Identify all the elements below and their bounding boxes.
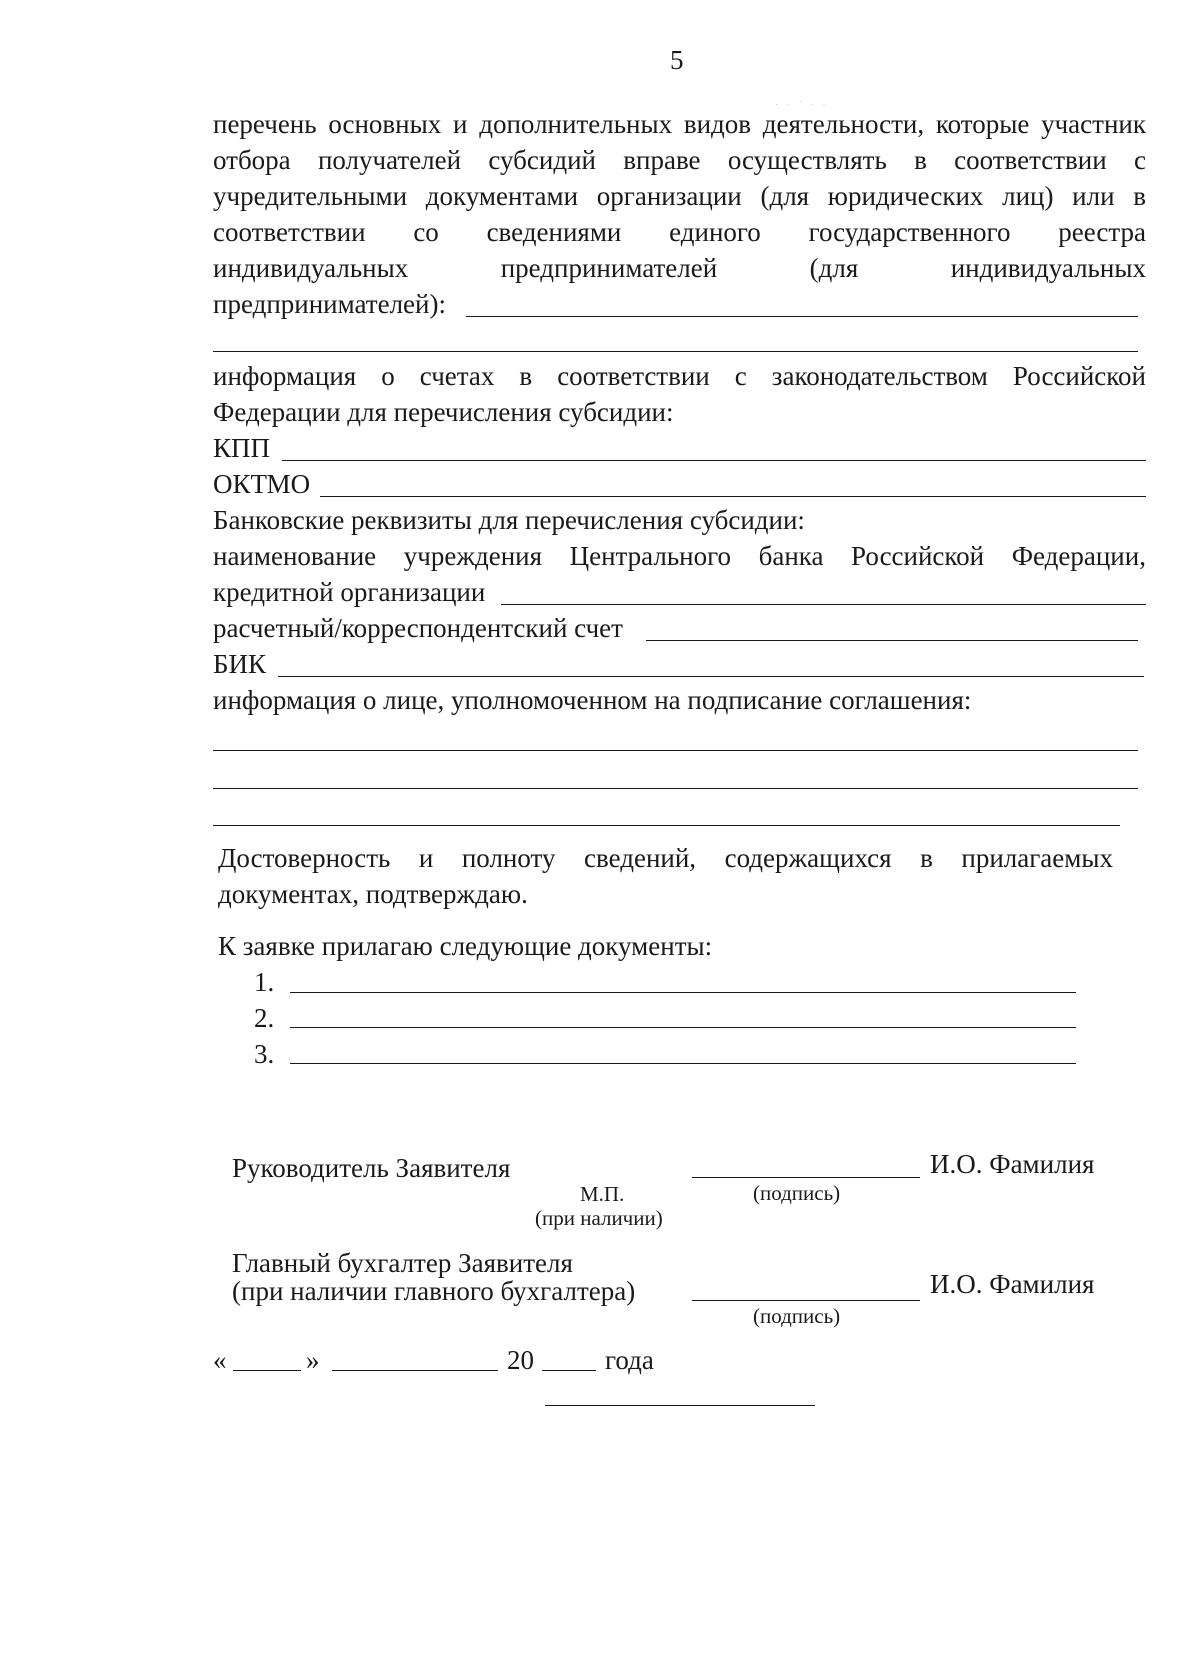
attachment-field-3[interactable] bbox=[290, 1063, 1076, 1064]
date-close-quote: » bbox=[306, 1345, 320, 1375]
word: дополнительных bbox=[479, 109, 673, 139]
date-year-prefix: 20 bbox=[507, 1345, 534, 1375]
word: осуществлять bbox=[727, 145, 887, 175]
stamp-label: М.П. bbox=[580, 1182, 625, 1206]
word: организации bbox=[596, 181, 742, 211]
kpp-field[interactable] bbox=[282, 460, 1146, 461]
word: перечень bbox=[213, 109, 317, 139]
word: основных bbox=[328, 109, 442, 139]
word: получателей bbox=[317, 145, 462, 175]
word: документами bbox=[425, 181, 579, 211]
word: вправе bbox=[623, 145, 701, 175]
accountant-label: Главный бухгалтер Заявителя bbox=[232, 1248, 573, 1278]
scan-smudge: · · ˙ · · bbox=[775, 100, 829, 111]
word: полноту bbox=[461, 843, 556, 873]
word: (для bbox=[760, 181, 810, 211]
word: сведений, bbox=[584, 843, 697, 873]
activities-line-1 bbox=[213, 106, 1146, 142]
word: участник bbox=[1041, 109, 1146, 139]
confirmation-line-1 bbox=[218, 840, 1113, 876]
date-day-field[interactable] bbox=[233, 1370, 301, 1371]
word: лиц) bbox=[1002, 181, 1054, 211]
word: государственного bbox=[808, 217, 1011, 247]
word: законодательством bbox=[771, 361, 988, 391]
word: деятельности, bbox=[762, 109, 925, 139]
word: в bbox=[519, 361, 533, 391]
bank-name-field[interactable] bbox=[501, 604, 1146, 605]
word: соответствии bbox=[213, 217, 366, 247]
word: и bbox=[418, 843, 434, 873]
word: видов bbox=[683, 109, 752, 139]
accountant-name: И.О. Фамилия bbox=[930, 1269, 1095, 1299]
word: в bbox=[1133, 181, 1146, 211]
word: счетах bbox=[419, 361, 495, 391]
date-month-field[interactable] bbox=[332, 1370, 498, 1371]
activities-line-4 bbox=[213, 214, 1146, 250]
activities-line-5 bbox=[213, 250, 1146, 286]
word: единого bbox=[669, 217, 761, 247]
attachment-number-3: 3. bbox=[254, 1039, 275, 1069]
activities-line-6: предпринимателей): bbox=[213, 289, 446, 319]
signer-field-1[interactable] bbox=[213, 750, 1138, 751]
word: с bbox=[1133, 145, 1146, 175]
word: (для bbox=[809, 253, 859, 283]
word: субсидий bbox=[488, 145, 596, 175]
accounts-line-1 bbox=[213, 358, 1146, 394]
word: Достоверность bbox=[218, 843, 391, 873]
activities-field[interactable] bbox=[466, 316, 1138, 317]
accountant-signature-field[interactable] bbox=[692, 1300, 920, 1301]
word: содержащихся bbox=[724, 843, 892, 873]
account-label: расчетный/корреспондентский счет bbox=[213, 613, 623, 643]
attachments-header: К заявке прилагаю следующие документы: bbox=[218, 931, 713, 961]
word: или bbox=[1072, 181, 1115, 211]
word: и bbox=[453, 109, 468, 139]
attachment-number-2: 2. bbox=[254, 1003, 275, 1033]
activities-field-extra[interactable] bbox=[213, 351, 1138, 352]
word: о bbox=[381, 361, 395, 391]
kpp-label: КПП bbox=[213, 433, 271, 463]
bank-line-1 bbox=[213, 538, 1146, 574]
word: в bbox=[914, 145, 927, 175]
word: учредительными bbox=[213, 181, 408, 211]
word: со bbox=[413, 217, 439, 247]
head-signature-caption: (подпись) bbox=[753, 1181, 841, 1205]
word: Российской bbox=[851, 541, 985, 571]
head-label: Руководитель Заявителя bbox=[232, 1153, 511, 1183]
date-open-quote: « bbox=[213, 1345, 227, 1375]
account-field[interactable] bbox=[646, 640, 1138, 641]
word: отбора bbox=[213, 145, 291, 175]
date-year-field[interactable] bbox=[542, 1370, 596, 1371]
signer-field-3[interactable] bbox=[213, 825, 1120, 826]
word: наименование bbox=[213, 541, 377, 571]
oktmo-field[interactable] bbox=[320, 496, 1146, 497]
word: соответствии bbox=[557, 361, 710, 391]
closing-rule bbox=[545, 1405, 815, 1406]
word: Федерации, bbox=[1011, 541, 1146, 571]
word: индивидуальных bbox=[950, 253, 1146, 283]
accounts-line-2: Федерации для перечисления субсидии: bbox=[213, 397, 674, 427]
word: Российской bbox=[1012, 361, 1146, 391]
word: в bbox=[920, 843, 933, 873]
oktmo-label: ОКТМО bbox=[213, 469, 311, 499]
word: банка bbox=[758, 541, 824, 571]
word: предпринимателей bbox=[500, 253, 718, 283]
activities-line-3 bbox=[213, 178, 1146, 214]
signer-label: информация о лице, уполномоченном на подписание соглашения: bbox=[213, 685, 972, 715]
word: информация bbox=[213, 361, 357, 391]
signer-field-2[interactable] bbox=[213, 788, 1138, 789]
confirmation-line-2: документах, подтверждаю. bbox=[218, 879, 528, 909]
word: с bbox=[734, 361, 747, 391]
word: юридических bbox=[827, 181, 984, 211]
word: индивидуальных bbox=[213, 253, 409, 283]
word: прилагаемых bbox=[961, 843, 1113, 873]
word: реестра bbox=[1058, 217, 1146, 247]
attachment-field-2[interactable] bbox=[290, 1027, 1076, 1028]
word: учреждения bbox=[403, 541, 543, 571]
head-name: И.О. Фамилия bbox=[930, 1149, 1095, 1179]
head-signature-field[interactable] bbox=[692, 1177, 920, 1178]
bik-field[interactable] bbox=[278, 676, 1144, 677]
accountant-note: (при наличии главного бухгалтера) bbox=[232, 1276, 636, 1306]
word: которые bbox=[935, 109, 1030, 139]
bank-line-2: кредитной организации bbox=[213, 577, 486, 607]
stamp-note: (при наличии) bbox=[535, 1206, 663, 1230]
word: Центрального bbox=[569, 541, 732, 571]
word: сведениями bbox=[486, 217, 622, 247]
attachment-field-1[interactable] bbox=[290, 992, 1076, 993]
attachment-number-1: 1. bbox=[254, 967, 275, 997]
activities-line-2 bbox=[213, 142, 1146, 178]
date-year-suffix: года bbox=[605, 1345, 654, 1375]
accountant-signature-caption: (подпись) bbox=[753, 1304, 841, 1328]
word: соответствии bbox=[954, 145, 1107, 175]
bank-header: Банковские реквизиты для перечисления субсидии: bbox=[213, 505, 805, 535]
page-number: 5 bbox=[670, 45, 684, 75]
bik-label: БИК bbox=[213, 649, 267, 679]
